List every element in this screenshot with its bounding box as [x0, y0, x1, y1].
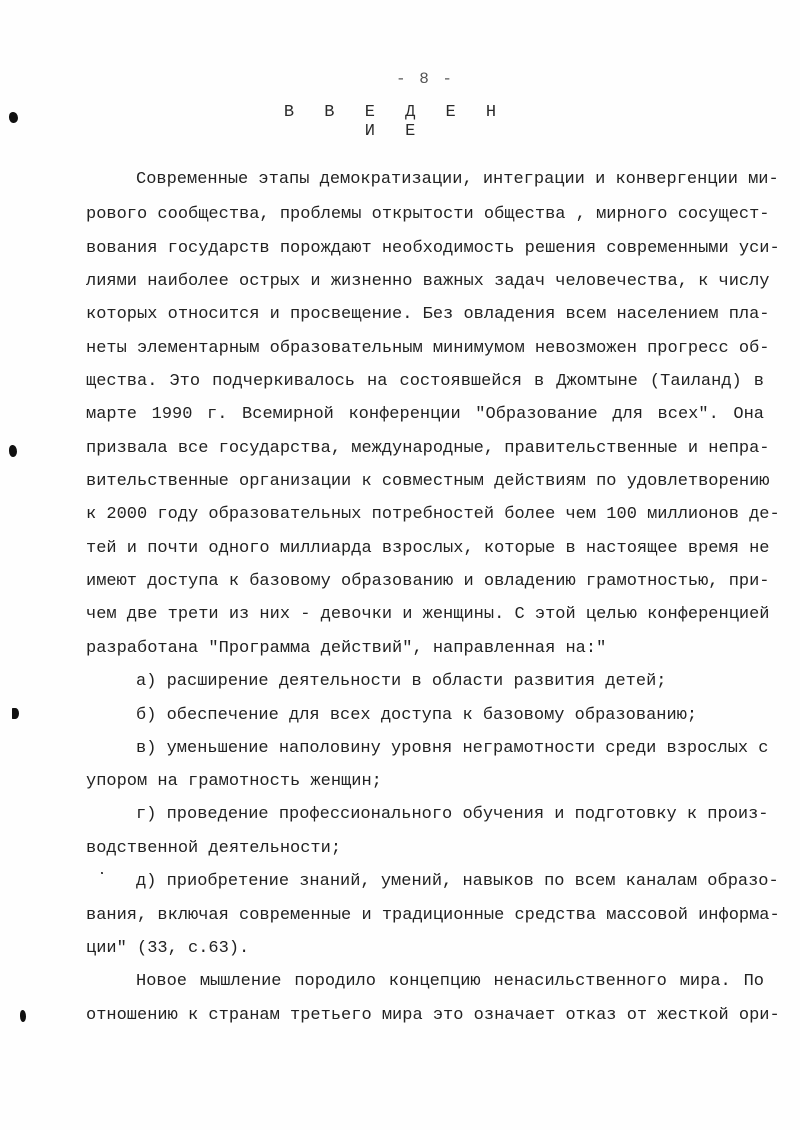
text-line: упором на грамотность женщин; — [86, 772, 382, 791]
speck-mark — [101, 872, 103, 874]
text-line: разработана "Программа действий", направленная на:" — [86, 639, 607, 658]
text-line: которых относится и просвещение. Без овладения всем населением пла- — [86, 305, 770, 324]
text-line: вования государств порождают необходимость решения современными уси- — [86, 239, 780, 258]
punch-mark — [9, 112, 18, 123]
list-item-b: б) обеспечение для всех доступа к базовому образованию; — [136, 706, 698, 725]
text-line: неты элементарным образовательным минимумом невозможен прогресс об- — [86, 339, 770, 358]
text-line: рового сообщества, проблемы открытости общества , мирного сосущест- — [86, 205, 770, 224]
list-item-g: г) проведение профессионального обучения и подготовку к произ- — [136, 805, 769, 824]
text-line: имеют доступа к базовому образованию и овладению грамотностью, при- — [86, 572, 770, 591]
text-line: Новое мышление породило концепцию ненасильственного мира. По — [136, 972, 764, 991]
text-line: чем две трети из них - девочки и женщины. С этой целью конференцией — [86, 605, 770, 624]
text-line: к 2000 году образовательных потребностей более чем 100 миллионов де- — [86, 505, 780, 524]
punch-mark — [20, 1010, 26, 1022]
text-line: отношению к странам третьего мира это означает отказ от жесткой ори- — [86, 1006, 780, 1025]
list-item-a: а) расширение деятельности в области развития детей; — [136, 672, 667, 691]
text-line: призвала все государства, международные, правительственные и непра- — [86, 439, 770, 458]
list-item-c: в) уменьшение наполовину уровня неграмотности среди взрослых с — [136, 739, 769, 758]
text-line: Современные этапы демократизации, интеграции и конвергенции ми- — [136, 170, 779, 189]
punch-mark — [9, 445, 17, 457]
text-line: вительственные организации к совместным действиям по удовлетворению — [86, 472, 770, 491]
text-line: марте 1990 г. Всемирной конференции "Образование для всех". Она — [86, 405, 764, 424]
text-line: щества. Это подчеркивалось на состоявшейся в Джомтыне (Таиланд) в — [86, 372, 764, 391]
section-heading: В В Е Д Е Н И Е — [283, 103, 507, 141]
text-line: вания, включая современные и традиционные средства массовой информа- — [86, 906, 780, 925]
text-line: лиями наиболее острых и жизненно важных задач человечества, к числу — [86, 272, 770, 291]
text-line: водственной деятельности; — [86, 839, 342, 858]
text-line: ции" (33, с.63). — [86, 939, 250, 958]
page-number: - 8 - — [395, 70, 454, 88]
list-item-d: д) приобретение знаний, умений, навыков по всем каналам образо- — [136, 872, 779, 891]
text-line: тей и почти одного миллиарда взрослых, которые в настоящее время не — [86, 539, 770, 558]
punch-mark — [12, 708, 19, 719]
